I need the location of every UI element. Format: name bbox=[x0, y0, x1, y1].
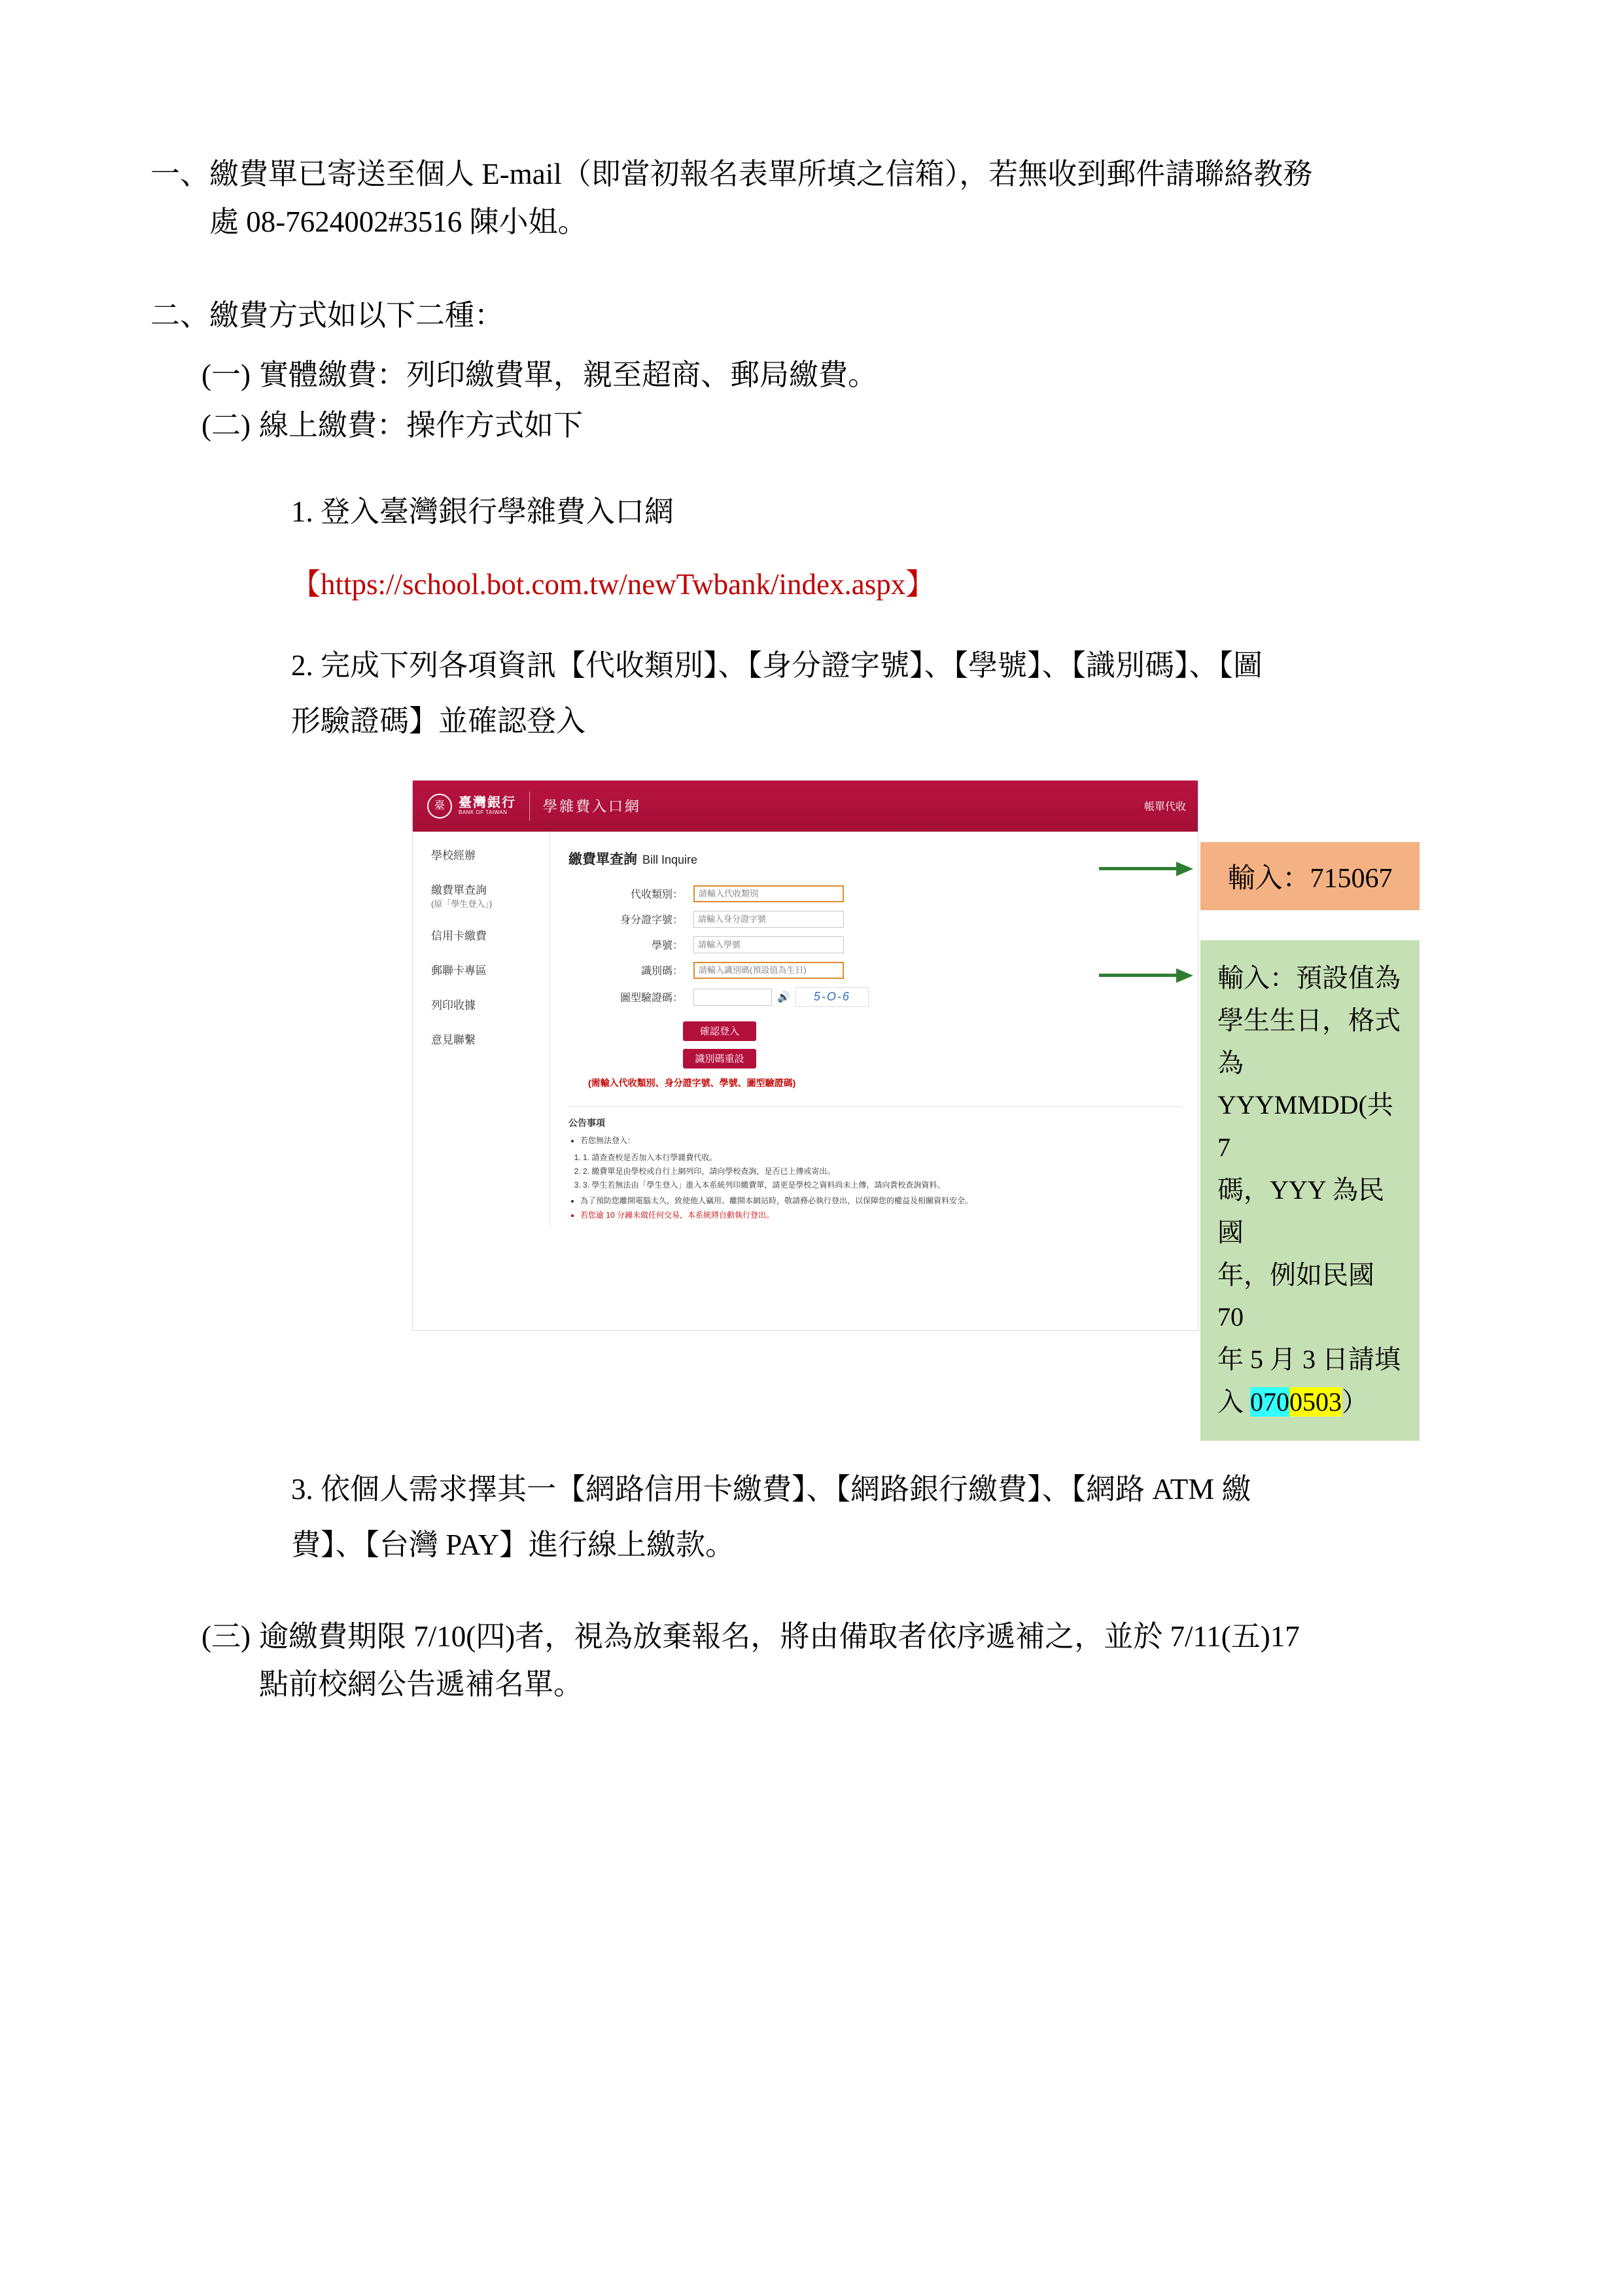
sub-marker-1: (一) bbox=[201, 358, 251, 391]
step-3-line2: 費】、【台灣 PAY】進行線上繳款。 bbox=[291, 1528, 735, 1562]
sub-marker-2: (二) bbox=[201, 408, 251, 442]
bank-portal-figure bbox=[412, 780, 1420, 1417]
bank-body bbox=[413, 832, 1198, 1226]
label-captcha: 圖型驗證碼： bbox=[620, 993, 683, 1004]
label-id-number: 身分證字號： bbox=[620, 915, 683, 927]
step-2-line1: 2. 完成下列各項資訊【代收類別】、【身分證字號】、【學號】、【識別碼】、【圖 bbox=[291, 648, 1263, 682]
callout-line-3: 為 YYYMMDD(共 7 bbox=[1217, 1048, 1393, 1163]
step-2-line2: 形驗證碼】並確認登入 bbox=[291, 705, 586, 738]
callout-line-4: 碼，YYY 為民國 bbox=[1217, 1174, 1385, 1247]
notice-subitem: 2. 2. 繳費單是由學校或自行上網列印，請向學校查詢，是否已上傳或寄出。 bbox=[583, 1165, 1198, 1177]
list-item-1-body bbox=[209, 150, 1482, 246]
item1-line2: 處 08-7624002#3516 陳小姐。 bbox=[209, 205, 587, 238]
notice-sublist bbox=[583, 1152, 1198, 1191]
sidebar-item-label: 信用卡繳費 bbox=[431, 930, 487, 943]
portal-url-line bbox=[291, 560, 1482, 603]
sub-item-3-body bbox=[259, 1613, 1482, 1708]
notice-item: • 若您無法登入： bbox=[580, 1135, 1198, 1146]
arrow-icon-to-collection-type bbox=[1099, 862, 1197, 876]
panel-title-en: Bill Inquire bbox=[642, 853, 698, 866]
bank-name-cn: 臺灣銀行 bbox=[459, 796, 516, 811]
highlight-monthday: 0503 bbox=[1289, 1386, 1342, 1417]
sub-item-3-line2: 點前校網公告遞補名單。 bbox=[259, 1667, 584, 1701]
notice-list-2 bbox=[580, 1195, 1198, 1221]
bank-name-block bbox=[459, 796, 516, 815]
sidebar-item-label: 意見聯繫 bbox=[431, 1034, 476, 1047]
form-buttons bbox=[683, 1021, 1198, 1069]
sub-item-2 bbox=[201, 402, 1482, 450]
panel-title-cn: 繳費單查詢 bbox=[568, 851, 637, 867]
sidebar-item-print-receipt[interactable] bbox=[431, 998, 550, 1014]
notice-subitem: 3. 3. 學生若無法由「學生登入」進入本系統列印繳費單，請更是學校之資料尚未上傳，請向貴校查詢資料。 bbox=[583, 1179, 1198, 1191]
captcha-image[interactable]: 5-O-6 bbox=[795, 987, 869, 1007]
header-divider bbox=[529, 792, 530, 821]
list-marker-2: 二、 bbox=[150, 298, 210, 332]
identifier-input[interactable] bbox=[693, 962, 844, 979]
notice-item: • 為了預防您離開電腦太久，致使他人竊用、離開本網站時，敬請務必執行登出，以保障您的權益及相關資料安全。 bbox=[580, 1195, 1198, 1207]
sub-item-1 bbox=[201, 351, 1482, 399]
callout-line-2: 學生生日，格式 bbox=[1217, 1005, 1401, 1035]
bracket-close: 】 bbox=[905, 567, 935, 601]
notice-subitem: 1. 1. 請查查校是否加入本行學雜費代收。 bbox=[583, 1152, 1198, 1163]
notice-section bbox=[568, 1107, 1198, 1221]
captcha-input[interactable] bbox=[693, 989, 772, 1006]
list-marker-1: 一、 bbox=[150, 158, 210, 190]
sidebar-item-label: 列印收據 bbox=[431, 999, 476, 1012]
label-identifier: 識別碼： bbox=[640, 966, 683, 978]
label-student-id: 學號： bbox=[651, 940, 683, 952]
spacer bbox=[150, 258, 1482, 292]
callout-line7-suffix: ） bbox=[1342, 1386, 1368, 1417]
sidebar-item-post-card[interactable] bbox=[431, 964, 550, 979]
notice-title: 公告事項 bbox=[568, 1117, 605, 1128]
sidebar-item-sublabel: (原「學生登入」) bbox=[431, 898, 493, 909]
callout-collection-type: 輸入：715067 bbox=[1200, 842, 1420, 910]
arrow-icon-to-identifier bbox=[1099, 968, 1197, 983]
sidebar-item-label: 學校經辦 bbox=[431, 849, 476, 862]
notice-item-timeout: • 若您逾 10 分鐘未做任何交易，本系統將自動執行登出。 bbox=[580, 1209, 1198, 1221]
list-item-1 bbox=[150, 150, 1482, 246]
bank-seal-icon: 臺 bbox=[427, 794, 452, 819]
step-1: 1. 登入臺灣銀行學雜費入口網 bbox=[291, 495, 674, 529]
callout-line-5: 年，例如民國 70 bbox=[1217, 1260, 1374, 1332]
sub-item-1-text: 實體繳費：列印繳費單，親至超商、郵局繳費。 bbox=[259, 358, 878, 391]
portal-url-link[interactable]: https://school.bot.com.tw/newTwbank/index.aspx bbox=[321, 567, 906, 601]
highlight-year: 070 bbox=[1250, 1386, 1289, 1417]
step-2 bbox=[291, 638, 1482, 750]
sidebar-item-bill-inquire[interactable] bbox=[431, 883, 550, 910]
step-3 bbox=[291, 1462, 1482, 1574]
step-3-line1: 3. 依個人需求擇其一【網路信用卡繳費】、【網路銀行繳費】、【網路 ATM 繳 bbox=[291, 1472, 1251, 1506]
list-item-2-body bbox=[209, 292, 1482, 340]
login-button[interactable]: 確認登入 bbox=[683, 1021, 756, 1041]
header-right-text: 帳單代收 bbox=[1143, 802, 1186, 813]
bank-name-en: BANK OF TAIWAN bbox=[459, 809, 508, 816]
captcha-group bbox=[693, 987, 869, 1007]
bank-header bbox=[413, 781, 1198, 832]
site-name: 學雜費入口網 bbox=[543, 798, 642, 815]
field-row-student-id bbox=[568, 936, 1198, 953]
required-fields-note: (需輸入代收類別、身分證字號、學號、圖型驗證碼) bbox=[588, 1077, 796, 1088]
bank-sidebar bbox=[413, 832, 550, 1226]
bank-logo bbox=[427, 794, 516, 819]
reset-identifier-button[interactable]: 識別碼重設 bbox=[683, 1049, 756, 1069]
callout-line-6: 年 5 月 3 日請填 bbox=[1217, 1345, 1401, 1375]
sidebar-item-label: 繳費單查詢 bbox=[431, 883, 487, 896]
sidebar-item-school-admin[interactable] bbox=[431, 849, 550, 864]
bracket-open: 【 bbox=[291, 567, 321, 601]
field-row-id-number bbox=[568, 911, 1198, 928]
callout-line-1: 輸入：預設值為 bbox=[1217, 963, 1401, 993]
collection-type-input[interactable] bbox=[693, 885, 844, 902]
callout-identifier bbox=[1200, 940, 1420, 1441]
field-row-captcha bbox=[568, 987, 1198, 1007]
callout-line-7 bbox=[1217, 1381, 1403, 1424]
sub-item-3 bbox=[201, 1613, 1482, 1708]
bank-portal-screenshot bbox=[412, 780, 1198, 1331]
field-row-collection-type bbox=[568, 885, 1198, 902]
sidebar-item-credit-card[interactable] bbox=[431, 929, 550, 944]
notice-list bbox=[580, 1135, 1198, 1146]
list-item-2 bbox=[150, 292, 1482, 340]
id-number-input[interactable] bbox=[693, 911, 844, 928]
sub-marker-3: (三) bbox=[201, 1619, 251, 1653]
spacer bbox=[150, 1574, 1482, 1613]
speaker-icon[interactable]: 🔊 bbox=[777, 991, 790, 1003]
callout-line7-prefix: 入 bbox=[1217, 1386, 1250, 1417]
item2-line1: 繳費方式如以下二種： bbox=[209, 298, 504, 332]
sub-item-2-text: 線上繳費：操作方式如下 bbox=[259, 408, 584, 442]
sidebar-item-feedback[interactable] bbox=[431, 1033, 550, 1048]
sub-item-3-line1: 逾繳費期限 7/10(四)者，視為放棄報名，將由備取者依序遞補之，並於 7/11(五)17 bbox=[259, 1619, 1300, 1653]
sidebar-item-label: 郵聯卡專區 bbox=[431, 964, 487, 978]
item1-line1: 繳費單已寄送至個人 E-mail（即當初報名表單所填之信箱），若無收到郵件請聯絡教務 bbox=[209, 158, 1313, 190]
label-collection-type: 代收類別： bbox=[630, 889, 683, 901]
student-id-input[interactable] bbox=[693, 936, 844, 953]
bank-main-panel bbox=[550, 832, 1198, 1226]
